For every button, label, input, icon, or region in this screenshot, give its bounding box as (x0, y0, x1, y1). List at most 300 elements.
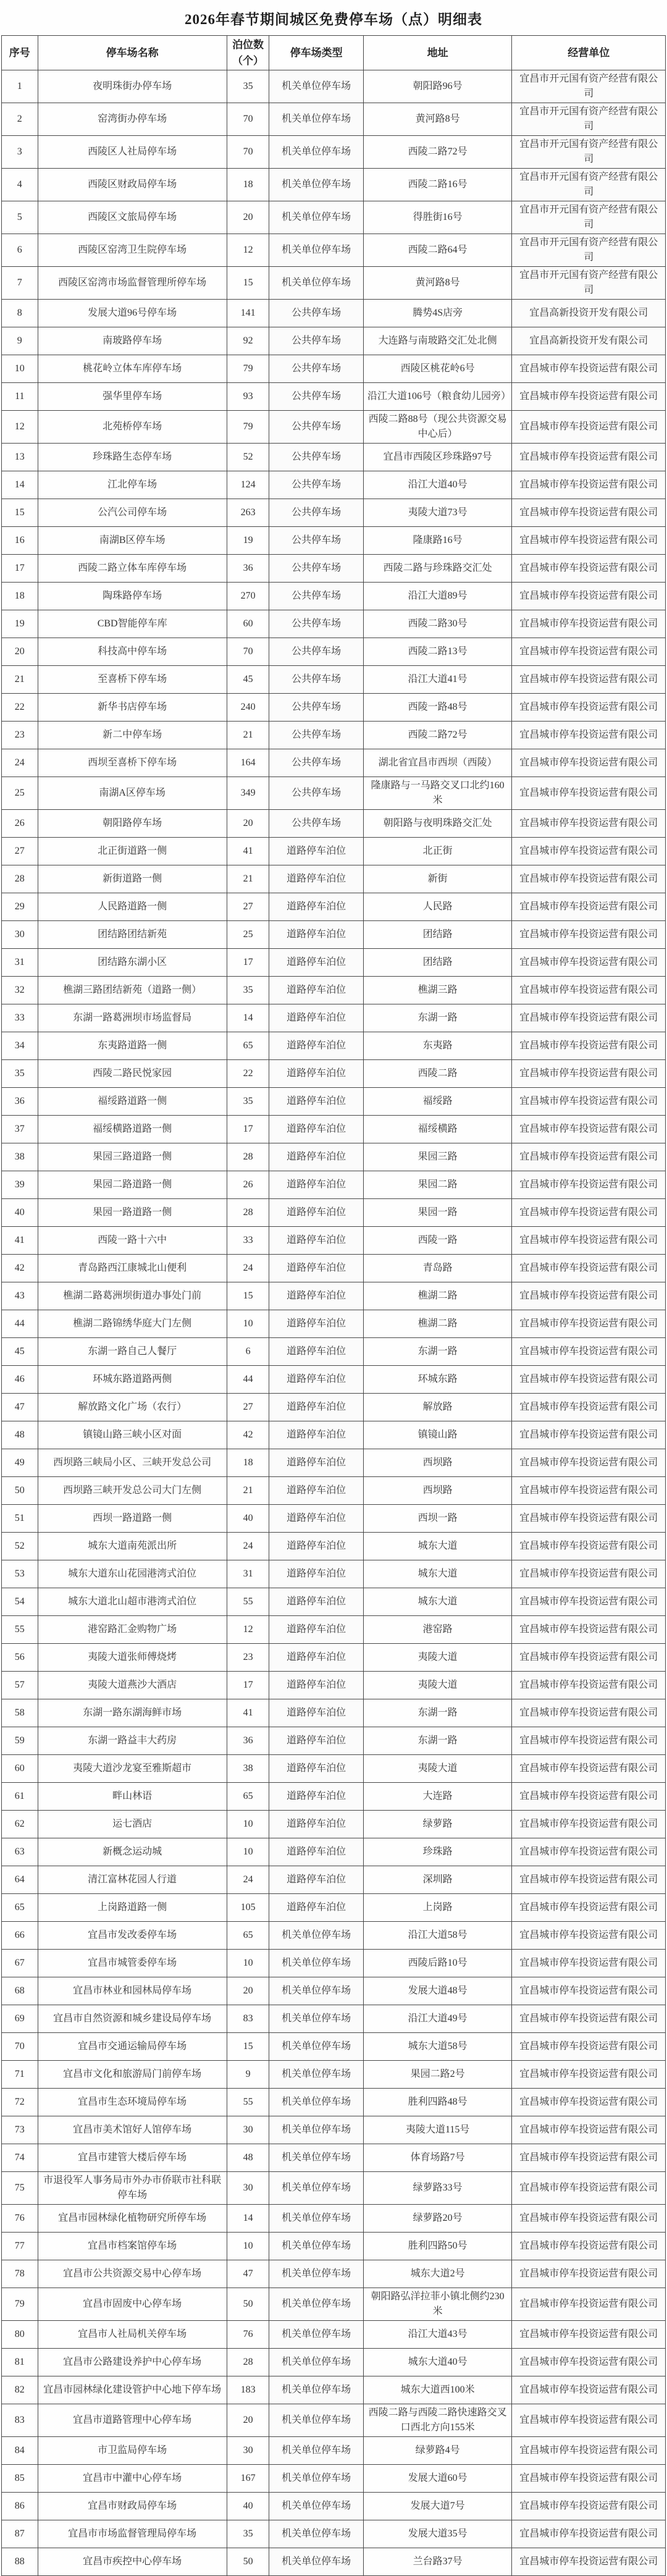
cell-spaces: 240 (227, 694, 269, 722)
table-row (2, 2260, 666, 2288)
cell-name: 东湖一路自己人餐厅 (38, 1338, 227, 1366)
cell-spaces: 15 (227, 2033, 269, 2061)
cell-spaces: 18 (227, 1449, 269, 1477)
cell-spaces: 12 (227, 234, 269, 267)
cell-operator: 宜昌城市停车投资运营有限公司 (512, 865, 666, 893)
cell-address: 新街 (363, 865, 511, 893)
cell-address: 城东大道西100米 (363, 2376, 511, 2404)
cell-operator: 宜昌城市停车投资运营有限公司 (512, 1310, 666, 1338)
table-row (2, 2288, 666, 2321)
table-row (2, 267, 666, 300)
cell-operator: 宜昌城市停车投资运营有限公司 (512, 2493, 666, 2520)
cell-spaces: 44 (227, 1366, 269, 1394)
table-row (2, 1088, 666, 1116)
cell-serial: 15 (2, 499, 38, 527)
cell-operator: 宜昌市开元国有资产经营有限公司 (512, 234, 666, 267)
cell-serial: 69 (2, 2005, 38, 2033)
cell-serial: 7 (2, 267, 38, 300)
cell-type: 机关单位停车场 (269, 1950, 364, 1977)
cell-serial: 34 (2, 1032, 38, 1060)
cell-type: 道路停车泊位 (269, 838, 364, 865)
cell-address: 西坝路 (363, 1477, 511, 1505)
cell-address: 发展大道48号 (363, 1977, 511, 2005)
cell-address: 樵湖二路 (363, 1310, 511, 1338)
cell-address: 果园三路 (363, 1143, 511, 1171)
cell-operator: 宜昌城市停车投资运营有限公司 (512, 583, 666, 610)
cell-operator: 宜昌城市停车投资运营有限公司 (512, 2465, 666, 2493)
cell-type: 机关单位停车场 (269, 2205, 364, 2233)
cell-spaces: 26 (227, 1171, 269, 1199)
cell-type: 机关单位停车场 (269, 136, 364, 169)
cell-name: 夷陵大道沙龙宴至雅斯超市 (38, 1755, 227, 1783)
cell-type: 公共停车场 (269, 444, 364, 471)
cell-name: 宜昌市道路管理中心停车场 (38, 2404, 227, 2437)
cell-type: 道路停车泊位 (269, 1116, 364, 1143)
cell-name: 西陵区文旅局停车场 (38, 201, 227, 234)
cell-serial: 43 (2, 1282, 38, 1310)
cell-type: 道路停车泊位 (269, 1616, 364, 1644)
cell-operator: 宜昌市开元国有资产经营有限公司 (512, 201, 666, 234)
cell-address: 绿萝路 (363, 1811, 511, 1838)
cell-type: 道路停车泊位 (269, 1227, 364, 1255)
cell-spaces: 76 (227, 2321, 269, 2349)
table-row (2, 1116, 666, 1143)
cell-type: 机关单位停车场 (269, 2376, 364, 2404)
cell-type: 道路停车泊位 (269, 865, 364, 893)
table-row (2, 1282, 666, 1310)
cell-spaces: 40 (227, 1505, 269, 1533)
cell-spaces: 349 (227, 777, 269, 810)
cell-serial: 31 (2, 949, 38, 977)
cell-name: 宜昌市建管大楼后停车场 (38, 2144, 227, 2172)
cell-name: 夷陵大道燕沙大酒店 (38, 1672, 227, 1699)
cell-type: 机关单位停车场 (269, 2520, 364, 2548)
cell-serial: 53 (2, 1560, 38, 1588)
cell-address: 朝阳路96号 (363, 70, 511, 103)
cell-spaces: 17 (227, 1672, 269, 1699)
cell-serial: 58 (2, 1699, 38, 1727)
cell-operator: 宜昌市开元国有资产经营有限公司 (512, 70, 666, 103)
cell-spaces: 6 (227, 1338, 269, 1366)
cell-name: 宜昌市文化和旅游局门前停车场 (38, 2061, 227, 2089)
cell-operator: 宜昌城市停车投资运营有限公司 (512, 1366, 666, 1394)
table-row (2, 383, 666, 411)
cell-serial: 9 (2, 327, 38, 355)
table-row (2, 103, 666, 136)
cell-serial: 26 (2, 810, 38, 838)
cell-serial: 70 (2, 2033, 38, 2061)
cell-name: 强华里停车场 (38, 383, 227, 411)
cell-operator: 宜昌城市停车投资运营有限公司 (512, 2089, 666, 2116)
cell-address: 环城东路 (363, 1366, 511, 1394)
cell-type: 道路停车泊位 (269, 1449, 364, 1477)
cell-name: 上岗路道路一侧 (38, 1894, 227, 1922)
cell-operator: 宜昌城市停车投资运营有限公司 (512, 1227, 666, 1255)
cell-name: 宜昌市中灌中心停车场 (38, 2465, 227, 2493)
cell-spaces: 19 (227, 527, 269, 555)
table-row (2, 1004, 666, 1032)
cell-spaces: 47 (227, 2260, 269, 2288)
cell-name: 果园一路道路一侧 (38, 1199, 227, 1227)
cell-address: 珍珠路 (363, 1838, 511, 1866)
cell-spaces: 70 (227, 103, 269, 136)
cell-operator: 宜昌城市停车投资运营有限公司 (512, 555, 666, 583)
cell-spaces: 65 (227, 1922, 269, 1950)
cell-serial: 19 (2, 610, 38, 638)
cell-spaces: 10 (227, 2233, 269, 2260)
cell-operator: 宜昌城市停车投资运营有限公司 (512, 1894, 666, 1922)
cell-operator: 宜昌城市停车投资运营有限公司 (512, 1004, 666, 1032)
cell-type: 机关单位停车场 (269, 2144, 364, 2172)
cell-spaces: 42 (227, 1421, 269, 1449)
table-row (2, 749, 666, 777)
cell-address: 沿江大道106号（粮食幼儿园旁） (363, 383, 511, 411)
cell-address: 大连路与南玻路交汇处北侧 (363, 327, 511, 355)
table-row (2, 2033, 666, 2061)
cell-serial: 4 (2, 169, 38, 201)
cell-address: 大连路 (363, 1783, 511, 1811)
cell-operator: 宜昌城市停车投资运营有限公司 (512, 2205, 666, 2233)
cell-spaces: 35 (227, 2520, 269, 2548)
cell-name: 科技高中停车场 (38, 638, 227, 666)
cell-name: 果园二路道路一侧 (38, 1171, 227, 1199)
cell-spaces: 28 (227, 1199, 269, 1227)
cell-serial: 13 (2, 444, 38, 471)
cell-spaces: 17 (227, 949, 269, 977)
cell-type: 机关单位停车场 (269, 2465, 364, 2493)
cell-type: 机关单位停车场 (269, 1977, 364, 2005)
table-row (2, 810, 666, 838)
cell-operator: 宜昌城市停车投资运营有限公司 (512, 921, 666, 949)
cell-address: 朝阳路弘洋拉菲小镇北侧约230米 (363, 2288, 511, 2321)
cell-serial: 2 (2, 103, 38, 136)
cell-spaces: 23 (227, 1644, 269, 1672)
cell-operator: 宜昌城市停车投资运营有限公司 (512, 722, 666, 749)
cell-operator: 宜昌城市停车投资运营有限公司 (512, 499, 666, 527)
table-row (2, 1505, 666, 1533)
cell-name: 东湖一路东湖海鲜市场 (38, 1699, 227, 1727)
cell-name: 东湖一路益丰大药房 (38, 1727, 227, 1755)
table-row (2, 1338, 666, 1366)
cell-operator: 宜昌城市停车投资运营有限公司 (512, 2033, 666, 2061)
cell-address: 福绥路 (363, 1088, 511, 1116)
cell-operator: 宜昌城市停车投资运营有限公司 (512, 2116, 666, 2144)
cell-type: 道路停车泊位 (269, 1060, 364, 1088)
cell-spaces: 24 (227, 1255, 269, 1282)
cell-type: 道路停车泊位 (269, 1143, 364, 1171)
cell-type: 道路停车泊位 (269, 1255, 364, 1282)
cell-operator: 宜昌城市停车投资运营有限公司 (512, 1032, 666, 1060)
cell-type: 道路停车泊位 (269, 921, 364, 949)
table-row (2, 1866, 666, 1894)
cell-type: 公共停车场 (269, 666, 364, 694)
cell-address: 腾势4S店旁 (363, 300, 511, 327)
cell-serial: 46 (2, 1366, 38, 1394)
cell-address: 城东大道 (363, 1533, 511, 1560)
column-header-serial: 序号 (2, 36, 38, 70)
cell-address: 夷陵大道 (363, 1672, 511, 1699)
cell-type: 机关单位停车场 (269, 2404, 364, 2437)
cell-address: 西陵后路10号 (363, 1950, 511, 1977)
cell-serial: 65 (2, 1894, 38, 1922)
cell-serial: 88 (2, 2548, 38, 2576)
cell-type: 机关单位停车场 (269, 2288, 364, 2321)
cell-operator: 宜昌市开元国有资产经营有限公司 (512, 169, 666, 201)
cell-operator: 宜昌城市停车投资运营有限公司 (512, 1143, 666, 1171)
cell-operator: 宜昌城市停车投资运营有限公司 (512, 444, 666, 471)
cell-address: 发展大道35号 (363, 2520, 511, 2548)
cell-operator: 宜昌城市停车投资运营有限公司 (512, 2144, 666, 2172)
table-row (2, 949, 666, 977)
cell-operator: 宜昌城市停车投资运营有限公司 (512, 1755, 666, 1783)
cell-spaces: 36 (227, 1727, 269, 1755)
table-row (2, 2349, 666, 2376)
table-row (2, 327, 666, 355)
cell-serial: 57 (2, 1672, 38, 1699)
cell-operator: 宜昌城市停车投资运营有限公司 (512, 2260, 666, 2288)
cell-spaces: 22 (227, 1060, 269, 1088)
cell-serial: 87 (2, 2520, 38, 2548)
cell-spaces: 124 (227, 471, 269, 499)
cell-type: 机关单位停车场 (269, 2349, 364, 2376)
cell-spaces: 52 (227, 444, 269, 471)
cell-operator: 宜昌城市停车投资运营有限公司 (512, 1171, 666, 1199)
cell-serial: 79 (2, 2288, 38, 2321)
cell-address: 东湖一路 (363, 1338, 511, 1366)
cell-type: 道路停车泊位 (269, 1004, 364, 1032)
cell-operator: 宜昌城市停车投资运营有限公司 (512, 2321, 666, 2349)
table-row (2, 555, 666, 583)
cell-operator: 宜昌城市停车投资运营有限公司 (512, 1394, 666, 1421)
cell-type: 道路停车泊位 (269, 1310, 364, 1338)
cell-name: 宜昌市自然资源和城乡建设局停车场 (38, 2005, 227, 2033)
cell-name: 宜昌市美术馆好人馆停车场 (38, 2116, 227, 2144)
cell-address: 北正街 (363, 838, 511, 865)
cell-operator: 宜昌城市停车投资运营有限公司 (512, 2288, 666, 2321)
cell-name: 公汽公司停车场 (38, 499, 227, 527)
table-row (2, 300, 666, 327)
cell-type: 道路停车泊位 (269, 1533, 364, 1560)
cell-serial: 38 (2, 1143, 38, 1171)
table-row (2, 1588, 666, 1616)
cell-spaces: 141 (227, 300, 269, 327)
cell-address: 果园一路 (363, 1199, 511, 1227)
table-row (2, 2144, 666, 2172)
table-row (2, 2205, 666, 2233)
cell-serial: 23 (2, 722, 38, 749)
cell-operator: 宜昌城市停车投资运营有限公司 (512, 666, 666, 694)
table-row (2, 921, 666, 949)
cell-spaces: 21 (227, 722, 269, 749)
cell-spaces: 30 (227, 2437, 269, 2465)
table-row (2, 666, 666, 694)
cell-operator: 宜昌城市停车投资运营有限公司 (512, 2404, 666, 2437)
cell-name: 西陵区窑湾卫生院停车场 (38, 234, 227, 267)
cell-operator: 宜昌城市停车投资运营有限公司 (512, 694, 666, 722)
cell-serial: 81 (2, 2349, 38, 2376)
table-row (2, 1699, 666, 1727)
cell-name: 新二中停车场 (38, 722, 227, 749)
cell-operator: 宜昌城市停车投资运营有限公司 (512, 1588, 666, 1616)
cell-address: 东湖一路 (363, 1004, 511, 1032)
cell-operator: 宜昌城市停车投资运营有限公司 (512, 610, 666, 638)
cell-serial: 76 (2, 2205, 38, 2233)
cell-spaces: 27 (227, 1394, 269, 1421)
cell-type: 道路停车泊位 (269, 1811, 364, 1838)
table-row (2, 1199, 666, 1227)
cell-serial: 52 (2, 1533, 38, 1560)
cell-serial: 86 (2, 2493, 38, 2520)
table-row (2, 2321, 666, 2349)
cell-operator: 宜昌城市停车投资运营有限公司 (512, 2061, 666, 2089)
cell-serial: 47 (2, 1394, 38, 1421)
page-title: 2026年春节期间城区免费停车场（点）明细表 (185, 12, 482, 27)
cell-type: 公共停车场 (269, 499, 364, 527)
cell-spaces: 25 (227, 921, 269, 949)
cell-spaces: 70 (227, 638, 269, 666)
cell-operator: 宜昌城市停车投资运营有限公司 (512, 1060, 666, 1088)
cell-operator: 宜昌城市停车投资运营有限公司 (512, 1505, 666, 1533)
cell-spaces: 55 (227, 1588, 269, 1616)
cell-type: 道路停车泊位 (269, 1894, 364, 1922)
table-row (2, 499, 666, 527)
cell-name: 珍珠路生态停车场 (38, 444, 227, 471)
cell-serial: 63 (2, 1838, 38, 1866)
cell-type: 公共停车场 (269, 471, 364, 499)
cell-type: 公共停车场 (269, 355, 364, 383)
cell-serial: 12 (2, 411, 38, 444)
cell-address: 城东大道2号 (363, 2260, 511, 2288)
cell-name: 北正街道路一侧 (38, 838, 227, 865)
cell-address: 西陵二路72号 (363, 722, 511, 749)
cell-address: 西陵二路88号（现公共资源交易中心后） (363, 411, 511, 444)
cell-operator: 宜昌城市停车投资运营有限公司 (512, 949, 666, 977)
cell-address: 朝阳路与夜明珠路交汇处 (363, 810, 511, 838)
cell-name: 宜昌市园林绿化植物研究所停车场 (38, 2205, 227, 2233)
cell-serial: 60 (2, 1755, 38, 1783)
cell-type: 公共停车场 (269, 638, 364, 666)
cell-address: 胜利四路50号 (363, 2233, 511, 2260)
cell-serial: 84 (2, 2437, 38, 2465)
cell-spaces: 41 (227, 1699, 269, 1727)
cell-address: 西陵二路30号 (363, 610, 511, 638)
cell-address: 人民路 (363, 893, 511, 921)
cell-serial: 1 (2, 70, 38, 103)
cell-spaces: 14 (227, 2205, 269, 2233)
cell-type: 道路停车泊位 (269, 1727, 364, 1755)
cell-serial: 17 (2, 555, 38, 583)
cell-name: 西坝一路道路一侧 (38, 1505, 227, 1533)
cell-type: 机关单位停车场 (269, 267, 364, 300)
cell-serial: 25 (2, 777, 38, 810)
cell-operator: 宜昌城市停车投资运营有限公司 (512, 2349, 666, 2376)
cell-type: 道路停车泊位 (269, 893, 364, 921)
cell-serial: 32 (2, 977, 38, 1004)
cell-type: 道路停车泊位 (269, 1699, 364, 1727)
cell-serial: 24 (2, 749, 38, 777)
cell-type: 机关单位停车场 (269, 2260, 364, 2288)
table-row (2, 2061, 666, 2089)
table-row (2, 2520, 666, 2548)
cell-name: 樵湖二路葛洲坝街道办事处门前 (38, 1282, 227, 1310)
cell-type: 机关单位停车场 (269, 2172, 364, 2205)
cell-serial: 44 (2, 1310, 38, 1338)
cell-address: 东湖一路 (363, 1727, 511, 1755)
cell-name: 宜昌市疾控中心停车场 (38, 2548, 227, 2576)
cell-name: 宜昌市固废中心停车场 (38, 2288, 227, 2321)
cell-name: 东夷路道路一侧 (38, 1032, 227, 1060)
cell-serial: 51 (2, 1505, 38, 1533)
cell-spaces: 30 (227, 2116, 269, 2144)
cell-name: 市卫监局停车场 (38, 2437, 227, 2465)
cell-operator: 宜昌城市停车投资运营有限公司 (512, 355, 666, 383)
cell-name: 团结路东湖小区 (38, 949, 227, 977)
cell-spaces: 36 (227, 555, 269, 583)
cell-address: 港窑路 (363, 1616, 511, 1644)
cell-name: 樵湖三路团结新苑（道路一侧） (38, 977, 227, 1004)
cell-name: 宜昌市发改委停车场 (38, 1922, 227, 1950)
table-row (2, 1977, 666, 2005)
cell-type: 道路停车泊位 (269, 1421, 364, 1449)
cell-serial: 56 (2, 1644, 38, 1672)
table-row (2, 977, 666, 1004)
cell-name: 至喜桥下停车场 (38, 666, 227, 694)
cell-address: 隆康路16号 (363, 527, 511, 555)
table-row (2, 1894, 666, 1922)
cell-serial: 78 (2, 2260, 38, 2288)
cell-spaces: 48 (227, 2144, 269, 2172)
cell-serial: 66 (2, 1922, 38, 1950)
cell-address: 发展大道60号 (363, 2465, 511, 2493)
cell-address: 西陵二路13号 (363, 638, 511, 666)
cell-operator: 宜昌城市停车投资运营有限公司 (512, 1533, 666, 1560)
cell-type: 道路停车泊位 (269, 949, 364, 977)
cell-type: 道路停车泊位 (269, 1394, 364, 1421)
cell-address: 绿萝路33号 (363, 2172, 511, 2205)
cell-address: 夷陵大道 (363, 1755, 511, 1783)
cell-name: 人民路道路一侧 (38, 893, 227, 921)
cell-type: 机关单位停车场 (269, 70, 364, 103)
cell-serial: 41 (2, 1227, 38, 1255)
cell-name: 宜昌市交通运输局停车场 (38, 2033, 227, 2061)
cell-address: 胜利四路48号 (363, 2089, 511, 2116)
table-row (2, 1838, 666, 1866)
cell-serial: 82 (2, 2376, 38, 2404)
cell-name: 宜昌市人社局机关停车场 (38, 2321, 227, 2349)
cell-address: 湖北省宜昌市西坝（西陵） (363, 749, 511, 777)
table-row (2, 234, 666, 267)
cell-name: 宜昌市城管委停车场 (38, 1950, 227, 1977)
cell-type: 机关单位停车场 (269, 234, 364, 267)
table-row (2, 1783, 666, 1811)
cell-spaces: 14 (227, 1004, 269, 1032)
table-row (2, 1755, 666, 1783)
cell-operator: 宜昌城市停车投资运营有限公司 (512, 1922, 666, 1950)
column-header-operator: 经营单位 (512, 36, 666, 70)
cell-type: 机关单位停车场 (269, 1922, 364, 1950)
cell-serial: 77 (2, 2233, 38, 2260)
cell-operator: 宜昌城市停车投资运营有限公司 (512, 2005, 666, 2033)
cell-name: 西陵区人社局停车场 (38, 136, 227, 169)
cell-serial: 83 (2, 2404, 38, 2437)
cell-operator: 宜昌城市停车投资运营有限公司 (512, 1699, 666, 1727)
cell-type: 公共停车场 (269, 810, 364, 838)
cell-spaces: 24 (227, 1533, 269, 1560)
cell-type: 道路停车泊位 (269, 1755, 364, 1783)
table-row (2, 1143, 666, 1171)
cell-serial: 75 (2, 2172, 38, 2205)
cell-spaces: 41 (227, 838, 269, 865)
